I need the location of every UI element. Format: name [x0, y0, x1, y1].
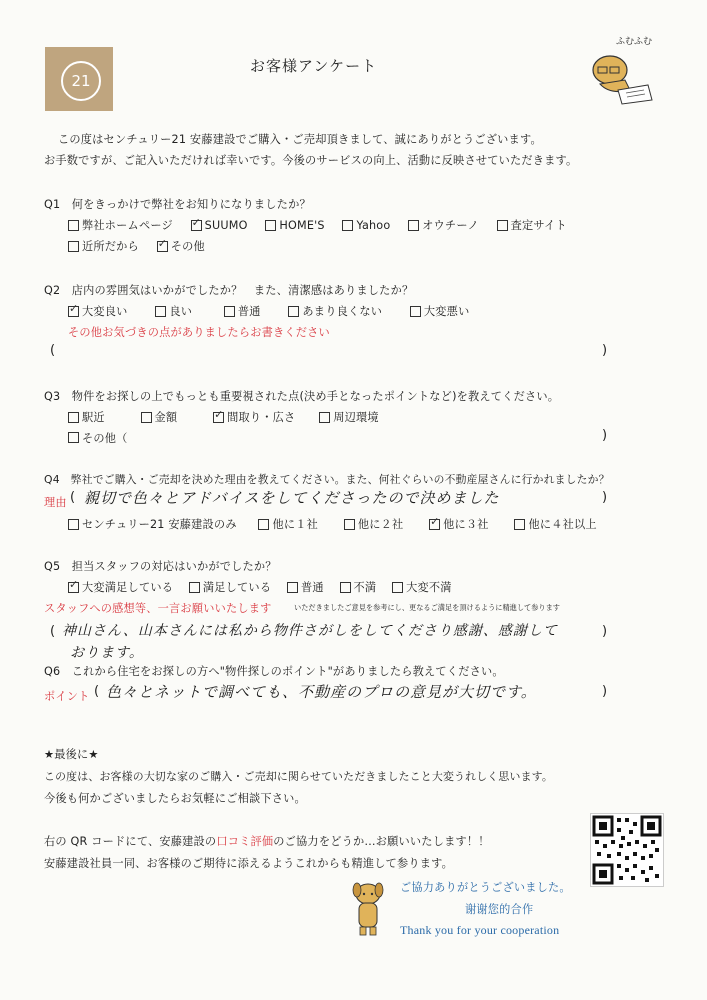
q2-note: その他お気づきの点がありましたらお書きください — [68, 326, 330, 339]
q4-reason-answer[interactable]: 親切で色々とアドバイスをしてくださったので決めました — [84, 489, 500, 507]
q5-answer-line-2[interactable]: おります。 — [70, 645, 144, 661]
q2-option[interactable]: あまり良くない — [288, 303, 382, 319]
q6-answer[interactable]: 色々とネットで調べても、不動産のプロの意見が大切です。 — [106, 683, 537, 701]
q3-options — [68, 409, 393, 426]
q1-option[interactable]: Yahoo — [342, 219, 390, 232]
intro-line-2: お手数ですが、ご記入いただければ幸いです。今後のサービスの向上、活動に反映させていただきます。 — [44, 154, 578, 167]
checkbox-icon[interactable] — [288, 306, 299, 317]
checkbox-icon[interactable] — [68, 241, 79, 252]
q5-options — [68, 579, 466, 596]
intro-line-1: この度はセンチュリー21 安藤建設でご購入・ご売却頂きまして、誠にありがとうございます。 — [58, 133, 542, 146]
checkbox-checked-icon[interactable] — [157, 241, 168, 252]
q5-label: Q5 担当スタッフの対応はいかがでしたか？ — [44, 560, 277, 573]
q5-option[interactable]: 大変不満 — [392, 579, 452, 595]
checkbox-icon[interactable] — [155, 306, 166, 317]
checkbox-icon[interactable] — [497, 220, 508, 231]
checkbox-icon[interactable] — [189, 582, 200, 593]
q5-option[interactable]: 不満 — [340, 579, 377, 595]
q4-paren-open: ( — [70, 490, 76, 505]
closing-heading: ★最後に★ — [44, 748, 99, 761]
closing-line-1: この度は、お客様の大切な家のご購入・ご売却に関らせていただきましたこと大変うれしく思います。 — [44, 770, 553, 783]
checkbox-icon[interactable] — [344, 519, 355, 530]
century21-logo — [45, 47, 113, 111]
dog-caption: ふむふむ — [616, 37, 653, 47]
checkbox-icon[interactable] — [68, 432, 79, 443]
checkbox-icon[interactable] — [224, 306, 235, 317]
dog-mascot-reading-icon — [580, 30, 660, 105]
thanks-japanese: ご協力ありがとうございました。 — [400, 881, 571, 894]
checkbox-checked-icon[interactable] — [68, 582, 79, 593]
q2-options — [68, 303, 483, 320]
q6-paren-close: ) — [602, 684, 608, 699]
q5-note-small: いただきましたご意見を参考にし、更なるご満足を頂けるように精進して参ります — [294, 603, 560, 612]
q4-option[interactable]: センチュリー21 安藤建設のみ — [68, 516, 237, 532]
logo-mark: 21 — [61, 61, 101, 101]
q3-paren-close: ) — [602, 428, 608, 443]
closing-qr-line — [44, 833, 490, 849]
checkbox-checked-icon[interactable] — [213, 412, 224, 423]
dog-mascot-bowing-icon — [348, 878, 388, 938]
q4-option[interactable]: ✓ 他に３社 — [429, 516, 489, 532]
q2-option[interactable]: 普通 — [224, 303, 261, 319]
checkbox-icon[interactable] — [514, 519, 525, 530]
q1-label: Q1 何をきっかけで弊社をお知りになりましたか？ — [44, 198, 311, 211]
checkbox-icon[interactable] — [141, 412, 152, 423]
checkbox-icon[interactable] — [68, 220, 79, 231]
q2-option[interactable]: 良い — [155, 303, 192, 319]
q1-option[interactable]: 近所だから — [68, 238, 139, 254]
checkbox-icon[interactable] — [287, 582, 298, 593]
q4-option[interactable]: 他に１社 — [258, 516, 318, 532]
q5-paren-close: ) — [602, 624, 608, 639]
q5-option[interactable]: 普通 — [287, 579, 324, 595]
checkbox-icon[interactable] — [392, 582, 403, 593]
thanks-chinese: 谢谢您的合作 — [465, 903, 534, 916]
q2-label: Q2 店内の雰囲気はいかがでしたか？ また、清潔感はありましたか？ — [44, 284, 414, 297]
checkbox-icon[interactable] — [319, 412, 330, 423]
q1-option[interactable]: 弊社ホームページ — [68, 217, 173, 233]
q3-option[interactable]: 駅近 — [68, 409, 105, 425]
q5-answer-line-1[interactable]: 神山さん、山本さんには私から物件さがしをしてくださり感謝、感謝して — [62, 623, 558, 639]
q3-option[interactable]: ✓ 間取り・広さ — [213, 409, 295, 425]
checkbox-icon[interactable] — [342, 220, 353, 231]
qr-text-a: 右の QR コードにて、安藤建設の — [44, 835, 217, 848]
q6-point-label: ポイント — [44, 690, 90, 703]
checkbox-icon[interactable] — [408, 220, 419, 231]
q5-option[interactable]: ✓ 大変満足している — [68, 579, 173, 595]
q5-paren-open: ( — [50, 624, 56, 639]
checkbox-icon[interactable] — [265, 220, 276, 231]
closing-line-2: 今後も何かございましたらお気軽にご相談下さい。 — [44, 792, 306, 805]
q1-option[interactable]: ✓ その他 — [157, 238, 205, 254]
q1-options-row1 — [68, 217, 581, 234]
page-title: お客様アンケート — [250, 57, 378, 75]
q4-option[interactable]: 他に２社 — [344, 516, 404, 532]
q3-label: Q3 物件をお探しの上でもっとも重要視された点(決め手となったポイントなど)を教えてください。 — [44, 390, 560, 403]
q2-paren-open: ( — [50, 343, 56, 358]
q4-label: Q4 弊社でご購入・ご売却を決めた理由を教えてください。また、何社ぐらいの不動産屋さんに行かれましたか？ — [44, 473, 610, 486]
q6-label: Q6 これから住宅をお探しの方へ"物件探しのポイント"がありましたら教えてください。 — [44, 665, 504, 678]
q3-other-option[interactable]: その他（ — [68, 430, 128, 446]
qr-text-b: のご協力をどうか…お願いいたします！！ — [273, 835, 490, 848]
q1-options-row2 — [68, 238, 219, 255]
thanks-english: Thank you for your cooperation — [400, 923, 560, 937]
q1-option[interactable]: 査定サイト — [497, 217, 567, 233]
q3-option[interactable]: 金額 — [141, 409, 178, 425]
q4-paren-close: ) — [602, 490, 608, 505]
q2-comment-field[interactable] — [60, 343, 598, 361]
q3-option[interactable]: 周辺環境 — [319, 409, 379, 425]
q4-reason-label: 理由 — [44, 496, 67, 509]
checkbox-checked-icon[interactable] — [68, 306, 79, 317]
checkbox-icon[interactable] — [258, 519, 269, 530]
q2-option[interactable]: 大変悪い — [410, 303, 470, 319]
closing-line-4: 安藤建設社員一同、お客様のご期待に添えるようこれからも精進して参ります。 — [44, 857, 454, 870]
checkbox-checked-icon[interactable] — [429, 519, 440, 530]
q2-option[interactable]: ✓ 大変良い — [68, 303, 128, 319]
q1-option[interactable]: ✓ SUUMO — [191, 219, 248, 232]
q4-options — [68, 516, 611, 533]
checkbox-icon[interactable] — [68, 519, 79, 530]
checkbox-icon[interactable] — [410, 306, 421, 317]
q5-option[interactable]: 満足している — [189, 579, 271, 595]
qr-code-icon[interactable] — [590, 813, 664, 887]
q5-note: スタッフへの感想等、一言お願いいたします — [44, 602, 272, 615]
q1-option[interactable]: オウチーノ — [408, 217, 479, 233]
q1-option[interactable]: HOME'S — [265, 219, 324, 232]
review-highlight: 口コミ評価 — [216, 835, 274, 848]
checkbox-icon[interactable] — [340, 582, 351, 593]
q2-paren-close: ) — [602, 343, 608, 358]
q4-option[interactable]: 他に４社以上 — [514, 516, 596, 532]
checkbox-icon[interactable] — [68, 412, 79, 423]
q6-paren-open: ( — [94, 684, 100, 699]
checkbox-checked-icon[interactable] — [191, 220, 202, 231]
